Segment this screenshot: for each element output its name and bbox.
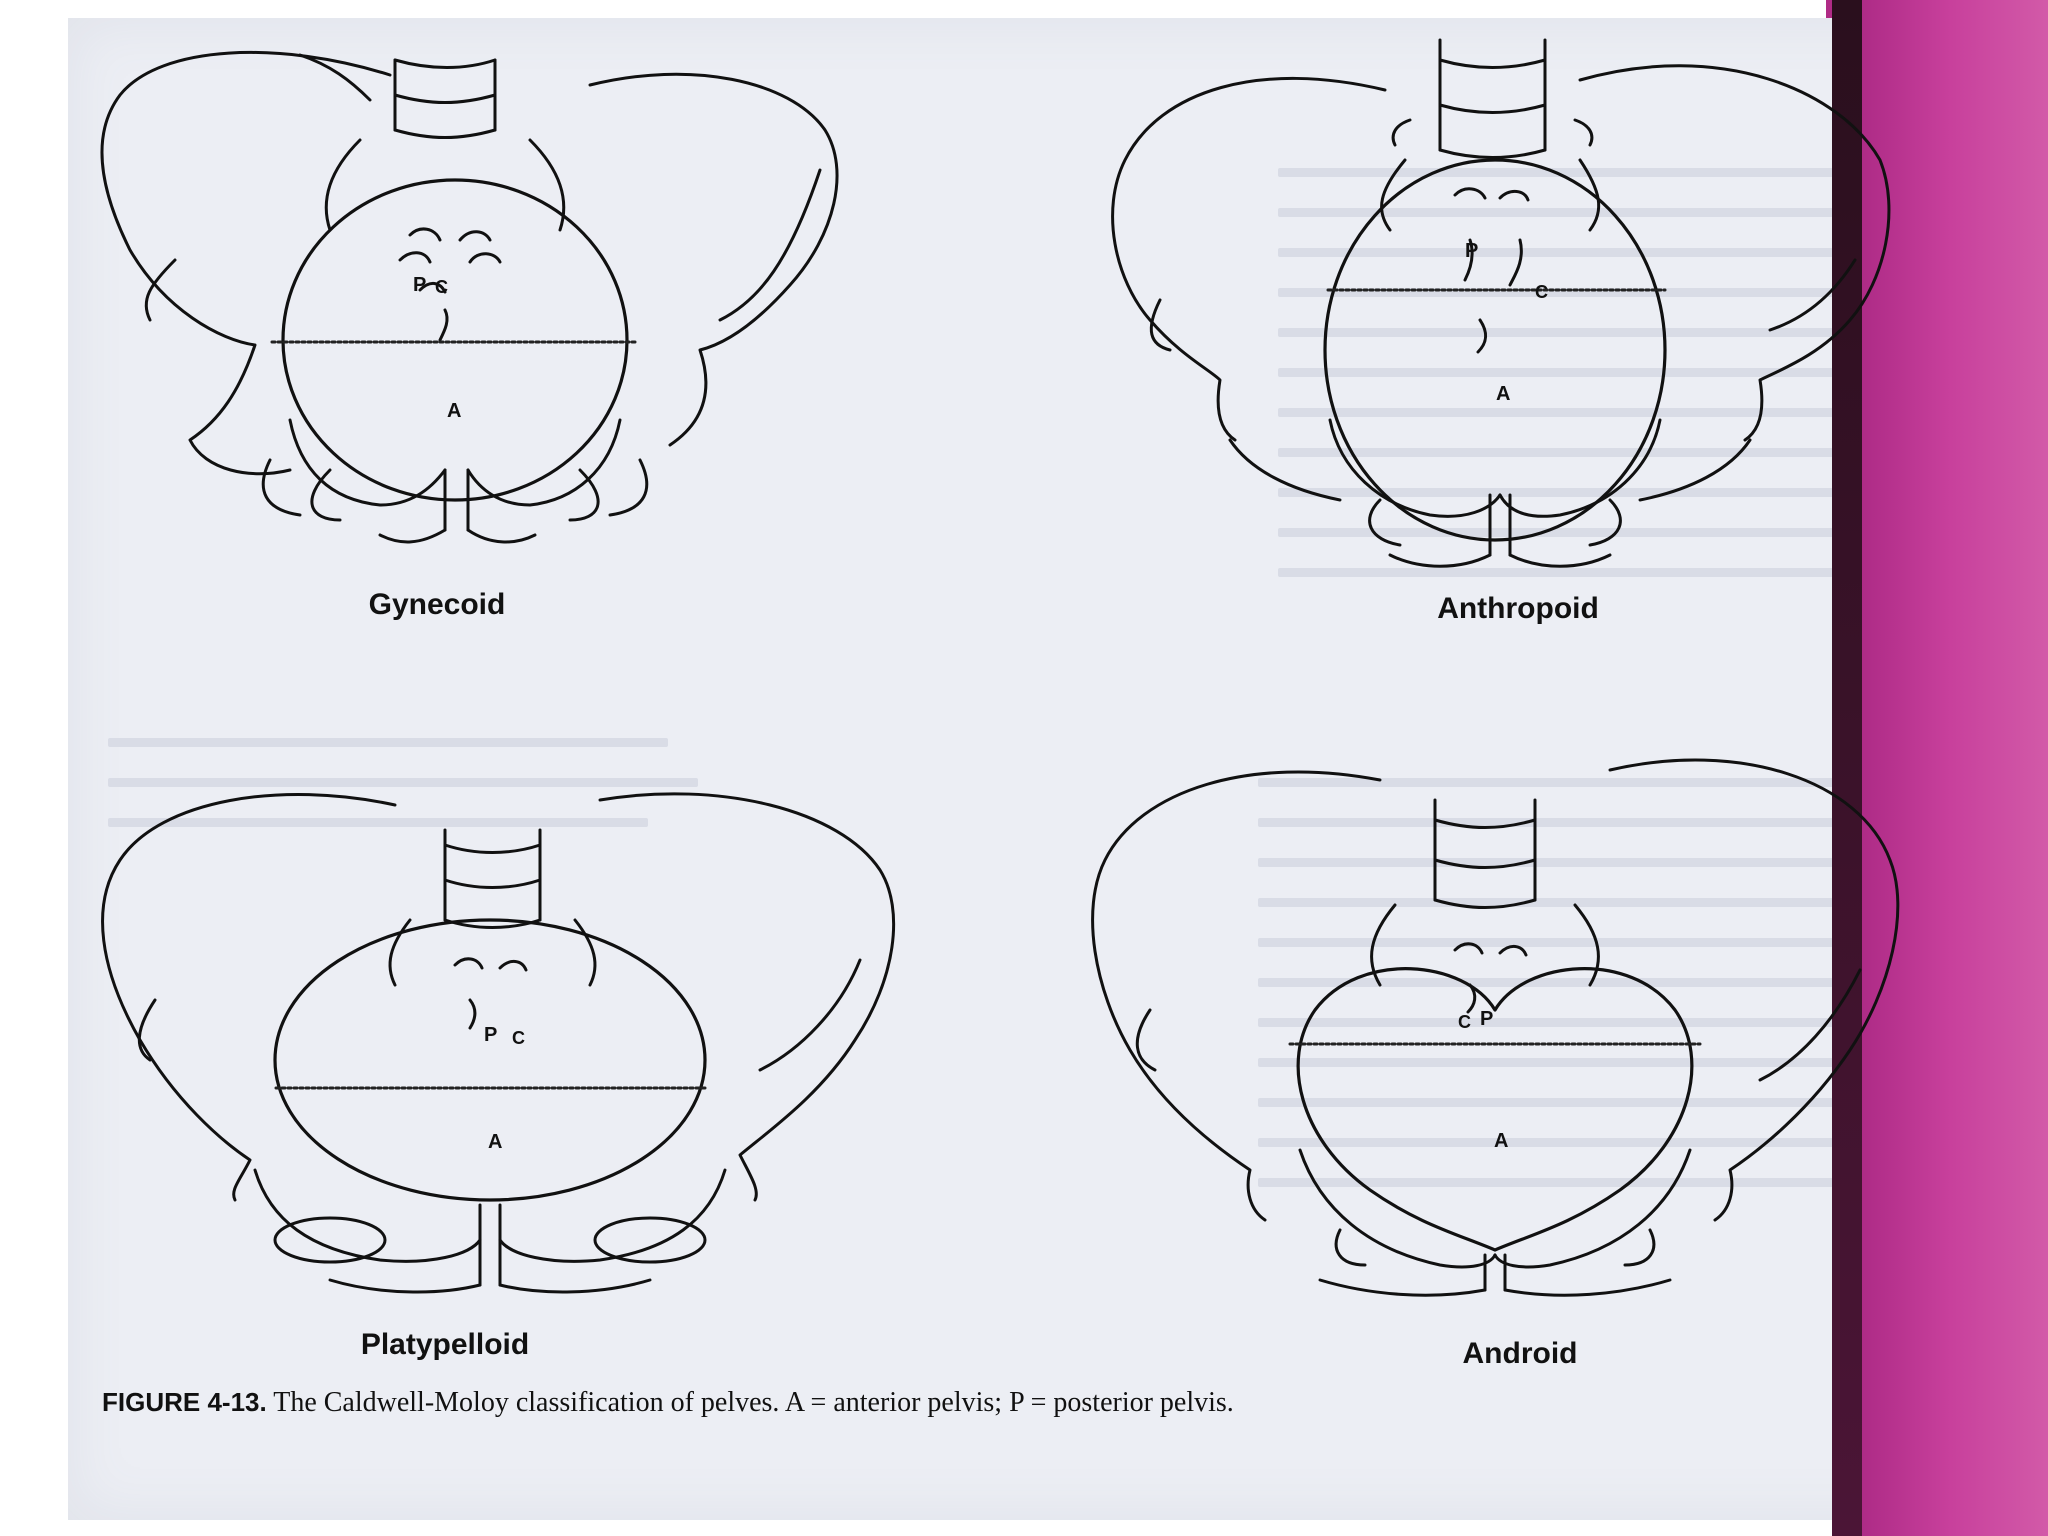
anthropoid-posterior-marker: P — [1465, 240, 1479, 262]
gynecoid-anterior-marker: A — [447, 400, 462, 422]
platypelloid-c-marker: C — [512, 1028, 525, 1048]
android-c-marker: C — [1458, 1012, 1471, 1032]
gynecoid-c-marker: C — [435, 277, 448, 297]
figure-caption — [102, 1383, 1642, 1422]
anthropoid-diagram — [1113, 40, 1889, 566]
android-diagram — [1093, 760, 1898, 1295]
android-posterior-marker: P — [1480, 1008, 1494, 1030]
gynecoid-posterior-marker: P — [413, 274, 427, 296]
platypelloid-diagram — [103, 794, 894, 1292]
gynecoid-diagram — [102, 52, 837, 542]
platypelloid-posterior-marker: P — [484, 1024, 498, 1046]
android-label: Android — [1462, 1337, 1578, 1370]
platypelloid-anterior-marker: A — [488, 1131, 503, 1153]
anthropoid-c-marker: C — [1535, 282, 1548, 302]
anthropoid-anterior-marker: A — [1496, 383, 1511, 405]
figure-caption-text: The Caldwell-Moloy classification of pelves. A = anterior pelvis; P = posterior pelvis. — [273, 1387, 1234, 1418]
anthropoid-label: Anthropoid — [1437, 592, 1599, 625]
android-anterior-marker: A — [1494, 1130, 1509, 1152]
gynecoid-label: Gynecoid — [368, 588, 506, 621]
platypelloid-label: Platypelloid — [360, 1328, 530, 1361]
figure-number: FIGURE 4-13. — [102, 1387, 267, 1417]
